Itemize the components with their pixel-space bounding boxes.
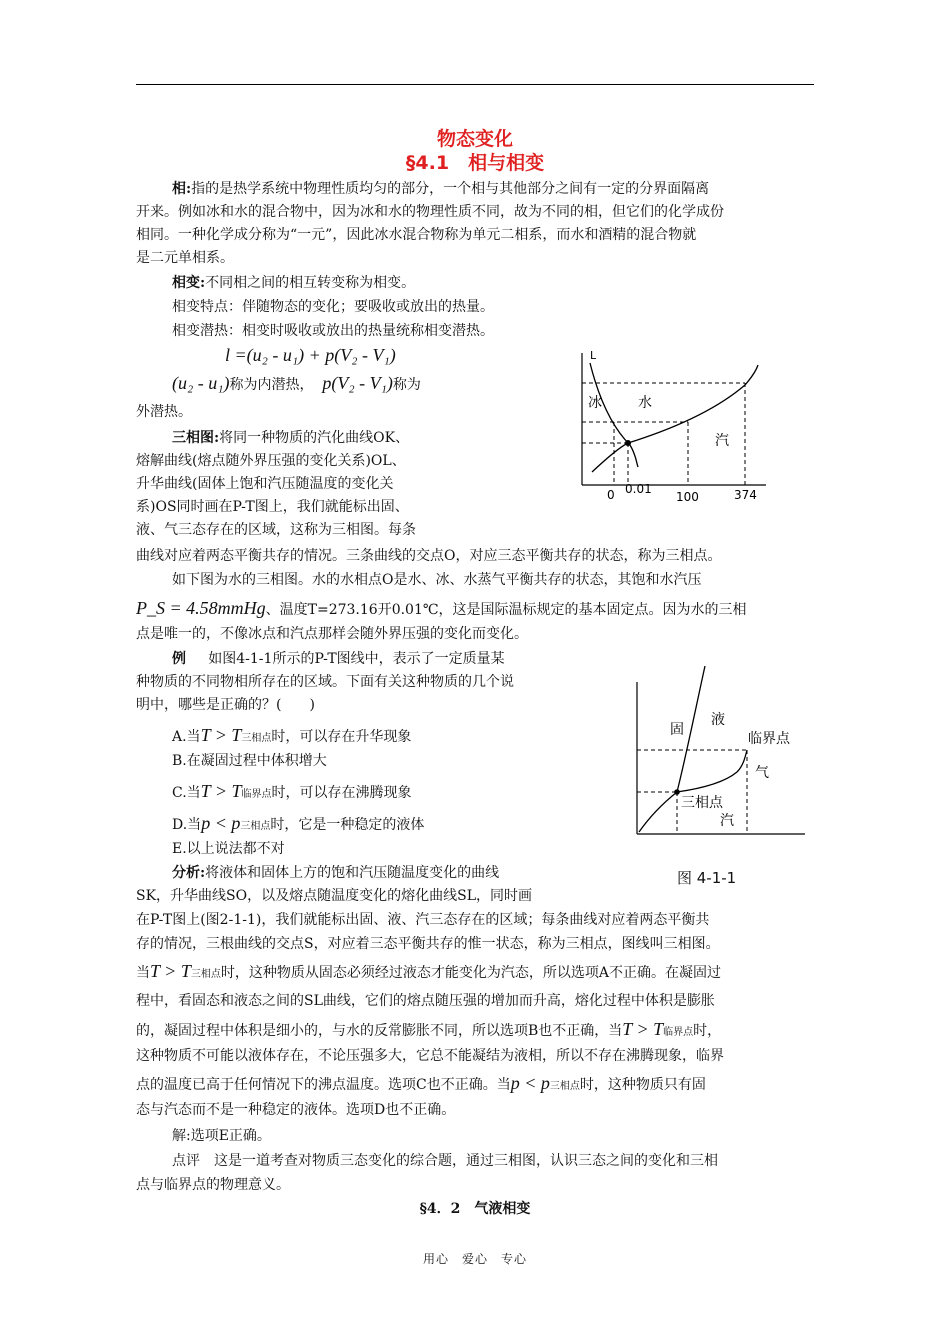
comment-line-2: 点与临界点的物理意义。 [136,1177,290,1193]
solid-label: 固 [670,722,684,738]
phase-line-3: 相同。一种化学成分称为“一元”，因此冰水混合物称为单元二相系，而水和酒精的混合物就 [136,227,697,243]
option-b: B.在凝固过程中体积增大 [172,753,327,769]
liquid-label: 液 [711,712,725,728]
water-line-1: 如下图为水的三相图。水的水相点O是水、冰、水蒸气平衡共存的状态，其饱和水汽压 [172,572,702,588]
option-a: A.当T > T三相点时，可以存在升华现象 [172,725,412,745]
analysis-line-7: 的，凝固过程中体积是细小的，与水的反常膨胀不同，所以选项B也不正确，当T > T临界点时， [136,1019,722,1039]
analysis-line-6: 程中，看固态和液态之间的SL曲线，它们的熔点随压强的增加而升高，熔化过程中体积是膨胀 [136,993,715,1009]
page-footer: 用心 爱心 专心 [422,1252,527,1266]
header-rule [136,84,814,85]
tick-0: 0 [607,488,615,502]
region-water-label: 水 [638,395,652,411]
analysis-line-10: 态与汽态而不是一种稳定的液体。选项D也不正确。 [136,1102,456,1118]
phase-line-1: 相:指的是热学系统中物理性质均匀的部分，一个相与其他部分之间有一定的分界面隔离 [172,181,710,197]
tick-100: 100 [676,490,699,504]
example-line-1: 例 如图4-1-1所示的P-T图线中，表示了一定质量某 [172,651,505,667]
analysis-line-4: 存的情况，三根曲线的交点S，对应着三态平衡共存的惟一状态，称为三相点，图线叫三相图。 [136,936,720,952]
latent-formula: l =(u₂ - u₁) + p(V₂ - V₁) [225,345,396,365]
triple-line-5: 液、气三态存在的区域，这称为三相图。每条 [136,522,416,538]
solution-line: 解:选项E正确。 [172,1128,271,1144]
water-line-2: P_S = 4.58mmHg、温度T=273.16开0.01℃，这是国际温标规定的基本固定点。因为水的三相 [136,598,747,618]
region-ice-label: 冰 [588,395,602,411]
phase-line-2: 开来。例如冰和水的混合物中，因为冰和水的物理性质不同，故为不同的相，但它们的化学成份 [136,204,724,220]
water-line-3: 点是唯一的，不像冰点和汽点那样会随外界压强的变化而变化。 [136,626,528,642]
latent-external-cont: 外潜热。 [136,404,192,420]
example-line-2: 种物质的不同物相所存在的区域。下面有关这种物质的几个说 [136,674,514,690]
analysis-line-8: 这种物质不可能以液体存在，不论压强多大，它总不能凝结为液相，所以不存在沸腾现象，临界 [136,1048,724,1064]
triple-line-6: 曲线对应着两态平衡共存的情况。三条曲线的交点O，对应三态平衡共存的状态，称为三相点。 [136,548,722,564]
example-line-3: 明中，哪些是正确的？( ) [136,697,315,713]
triple-line-2: 熔解曲线(熔点随外界压强的变化关系)OL、 [136,453,406,469]
ps-expression: P_S = 4.58mmHg [136,598,266,618]
triple-point-label: 三相点 [681,795,723,811]
water-phase-diagram [570,345,770,510]
figure-caption: 图 4-1-1 [677,869,737,887]
triple-line-4: 系)OS同时画在P-T图上，我们就能标出固、 [136,499,409,515]
section-title: §4.1 相与相变 [405,152,545,174]
option-d: D.当p < p三相点时，它是一种稳定的液体 [172,813,425,833]
analysis-line-9: 点的温度已高于任何情况下的沸点温度。选项C也不正确。当p < p三相点时，这种物质只有固 [136,1073,706,1093]
latent-internal-line: (u₂ - u₁)称为内潜热， p(V₂ - V₁)称为 [172,373,421,393]
tick-374: 374 [734,488,757,502]
analysis-line-5: 当T > T三相点时，这种物质从固态必须经过液态才能变化为汽态，所以选项A不正确。在凝固过 [136,961,721,981]
option-c: C.当T > T临界点时，可以存在沸腾现象 [172,781,412,801]
tick-001: 0.01 [625,482,652,496]
vaporization-curve [592,365,758,472]
y-axis-label: L [590,349,597,362]
gas-label: 气 [755,765,769,781]
comment-line-1: 点评 这是一道考查对物质三态变化的综合题，通过三相图，认识三态之间的变化和三相 [172,1153,718,1169]
transition-line: 相变:不同相之间的相互转变称为相变。 [172,275,416,291]
transition-latent: 相变潜热：相变时吸收或放出的热量统称相变潜热。 [172,323,494,339]
triple-line-3: 升华曲线(固体上饱和汽压随温度的变化关 [136,476,394,492]
next-section-title: §4．2 气液相变 [419,1201,531,1217]
transition-feature: 相变特点：伴随物态的变化；要吸收或放出的热量。 [172,299,494,315]
triple-line-1: 三相图:将同一种物质的汽化曲线OK、 [172,430,410,446]
vaporization-curve [677,750,747,792]
analysis-line-2: SK，升华曲线SO，以及熔点随温度变化的熔化曲线SL，同时画 [136,888,533,904]
region-vapor-label: 汽 [715,433,729,449]
critical-point-label: 临界点 [748,731,790,747]
page-title: 物态变化 [436,128,513,150]
analysis-line-1: 分析:将液体和固体上方的饱和汽压随温度变化的曲线 [172,865,500,881]
phase-term: 相: [172,181,192,197]
vapor-label: 汽 [720,813,734,829]
phase-line-4: 是二元单相系。 [136,250,234,266]
figure-4-1-1 [625,662,815,842]
option-e: E.以上说法都不对 [172,841,285,857]
sublimation-curve [639,792,677,832]
analysis-line-3: 在P-T图上(图2-1-1)，我们就能标出固、液、汽三态存在的区域；每条曲线对应着两态平衡共 [136,912,710,928]
